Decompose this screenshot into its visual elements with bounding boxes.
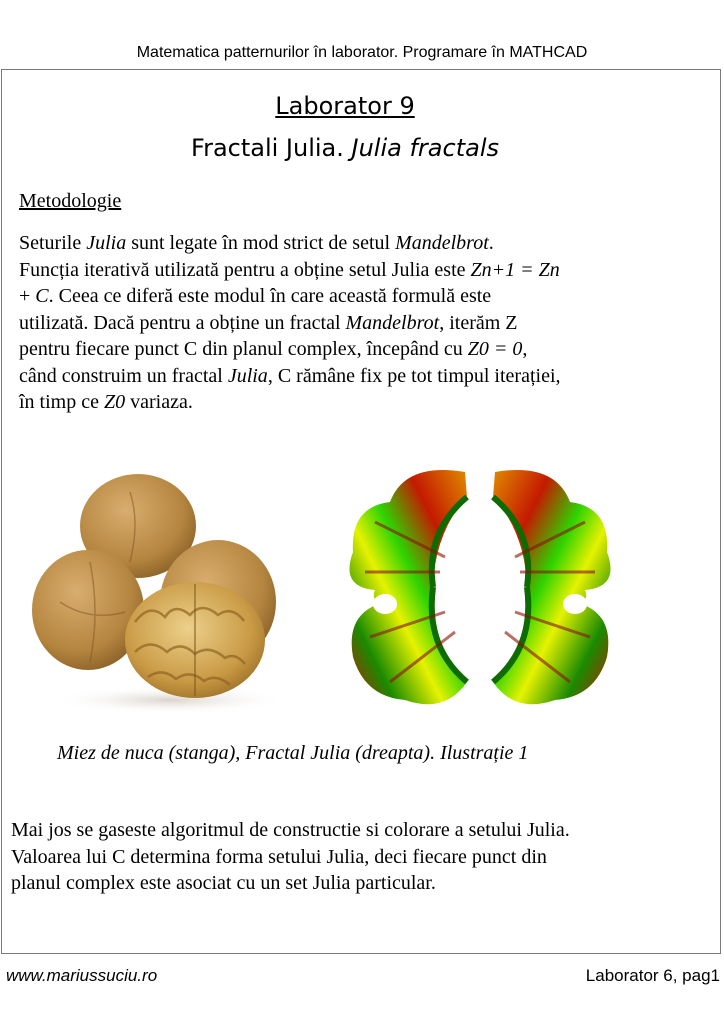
subtitle-english: Julia fractals xyxy=(351,134,499,162)
text-line: Mai jos se gaseste algoritmul de constructie si colorare a setului Julia. xyxy=(11,819,570,841)
formula: C xyxy=(35,285,49,307)
footer-website-link[interactable]: www.mariussuciu.ro xyxy=(6,966,158,985)
text-run: Mandelbrot xyxy=(395,232,489,254)
algorithm-paragraph xyxy=(11,817,570,897)
text-run: Julia xyxy=(86,232,127,254)
text-run: Seturile xyxy=(19,232,87,254)
lab-subtitle xyxy=(0,134,690,162)
figure-caption: Miez de nuca (stanga), Fractal Julia (dreapta). Ilustrație 1 xyxy=(57,742,529,764)
fractal-right-half xyxy=(493,470,611,704)
text-run: Funcția iterativă utilizată pentru a obține setul Julia este xyxy=(19,258,471,281)
fractal-left-half xyxy=(349,470,467,704)
text-run: Mandelbrot xyxy=(345,311,440,334)
text-run: variaza. xyxy=(125,391,193,413)
methodology-paragraph xyxy=(19,230,679,416)
section-heading: Metodologie xyxy=(19,190,122,212)
formula: Z0 xyxy=(103,391,126,413)
footer-page-info: Laborator 6, pag1 xyxy=(585,966,720,985)
text-line xyxy=(19,230,679,257)
walnut-kernel xyxy=(125,582,265,698)
text-run: în timp ce xyxy=(19,391,104,413)
text-run: . Ceea ce diferă este modul în care această formulă este xyxy=(48,285,492,307)
formula: Zn+1 = Zn xyxy=(470,258,560,281)
text-run: , C rămâne fix pe tot timpul iterației, xyxy=(267,364,561,387)
subtitle-romanian: Fractali Julia. xyxy=(191,134,352,162)
text-line xyxy=(19,363,679,390)
text-run: utilizată. Dacă pentru a obține un fractal xyxy=(19,311,346,334)
text-line xyxy=(19,389,679,416)
text-run: , iterăm Z xyxy=(439,311,518,334)
text-line xyxy=(19,310,679,337)
text-line xyxy=(19,257,679,284)
text-run: sunt legate în mod strict de setul xyxy=(126,232,396,254)
text-line xyxy=(19,283,679,310)
text-line: Valoarea lui C determina forma setului Julia, deci fiecare punct din xyxy=(11,845,547,868)
formula: Z0 = 0 xyxy=(467,338,523,360)
lab-title: Laborator 9 xyxy=(275,92,415,120)
text-line xyxy=(19,336,679,363)
text-run: . xyxy=(488,232,494,254)
walnut-image xyxy=(30,462,300,720)
text-run: pentru fiecare punct C din planul complex, începând cu xyxy=(19,338,468,360)
text-line: planul complex este asociat cu un set Julia particular. xyxy=(11,872,436,894)
text-run: Julia xyxy=(227,364,268,387)
text-run: + xyxy=(19,285,36,307)
running-header: Matematica patternurilor în laborator. Programare în MATHCAD xyxy=(136,44,588,61)
julia-fractal-image xyxy=(345,462,615,712)
text-run: când construim un fractal xyxy=(19,364,228,387)
text-run: , xyxy=(522,338,528,360)
